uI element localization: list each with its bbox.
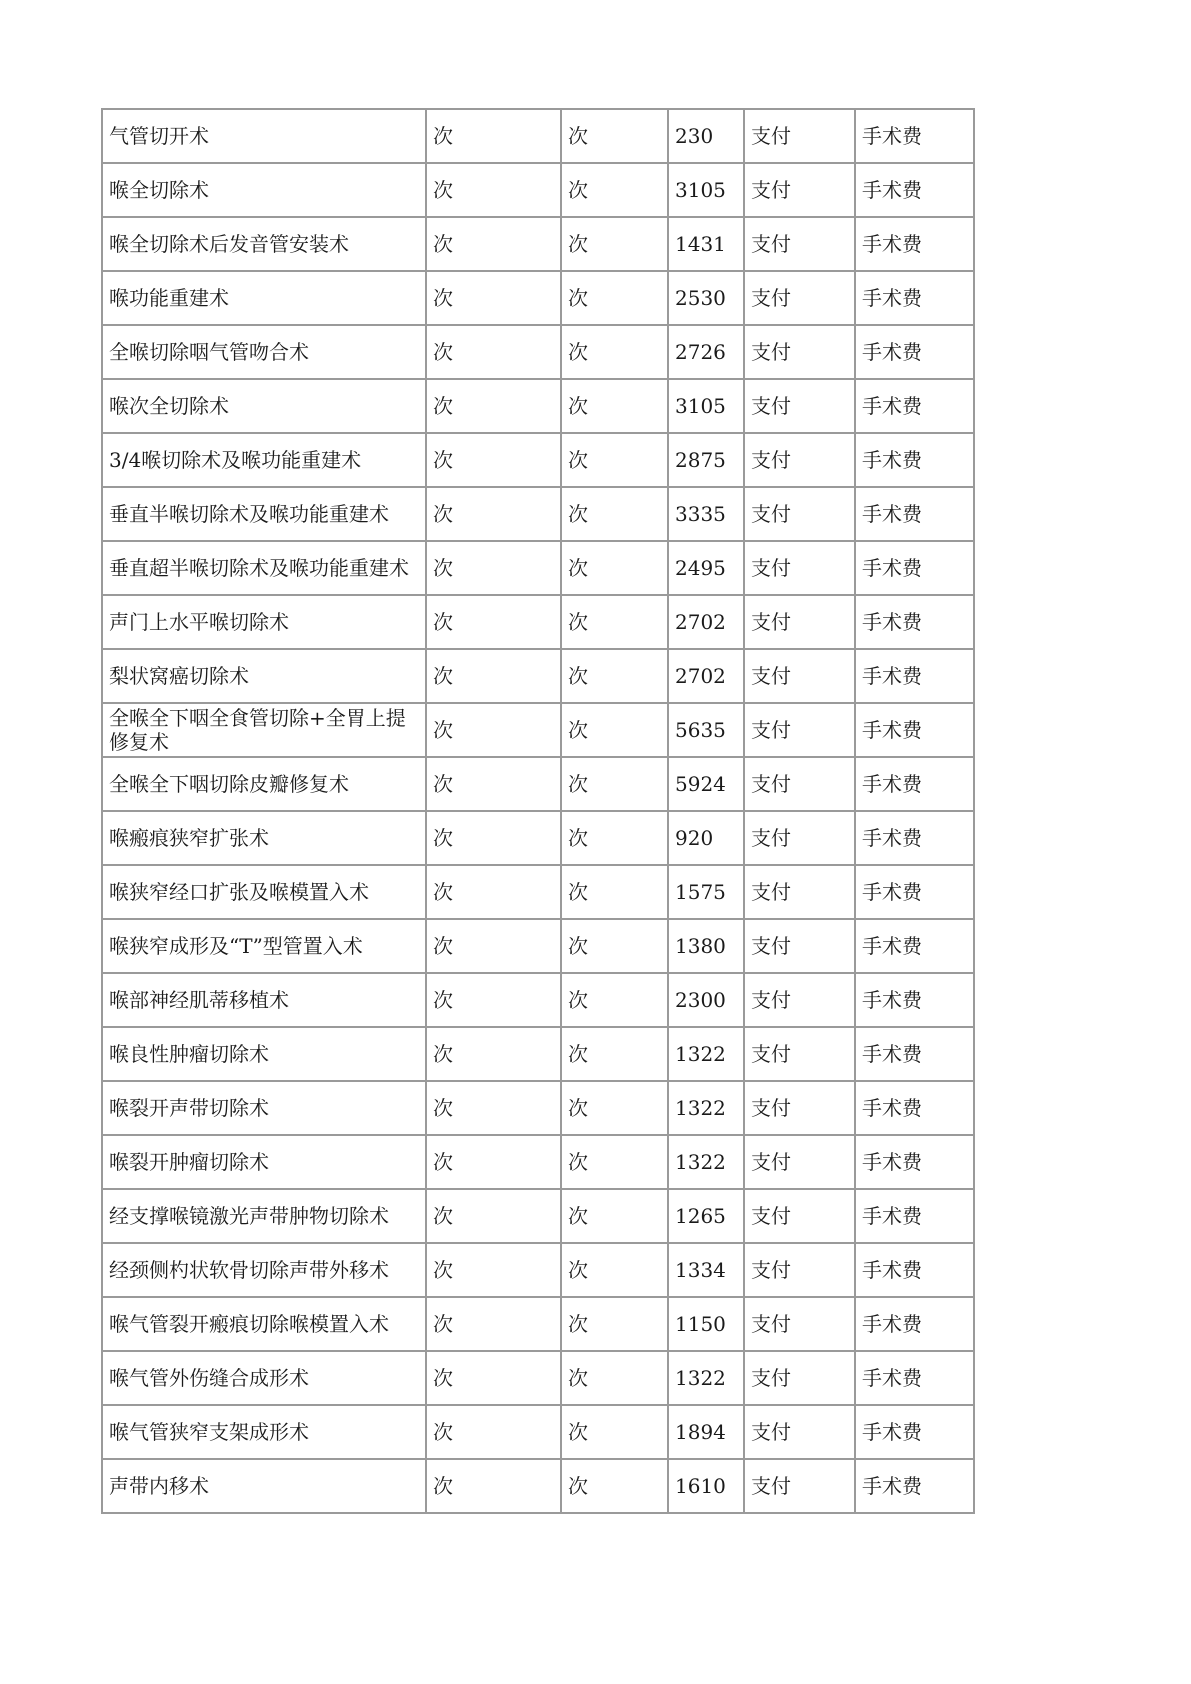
procedure-name-cell: 垂直超半喉切除术及喉功能重建术 [102,541,426,595]
price-cell: 1322 [668,1027,744,1081]
billing-unit-cell: 次 [561,541,668,595]
fee-category-cell: 手术费 [855,271,974,325]
table-row [102,163,974,217]
procedure-name-cell: 经支撑喉镜激光声带肿物切除术 [102,1189,426,1243]
table-row [102,433,974,487]
price-cell: 230 [668,109,744,163]
procedure-name-cell: 喉气管狭窄支架成形术 [102,1405,426,1459]
payment-type-cell: 支付 [744,973,855,1027]
payment-type-cell: 支付 [744,1135,855,1189]
fee-category-cell: 手术费 [855,865,974,919]
billing-unit-cell: 次 [561,919,668,973]
unit-cell: 次 [426,487,561,541]
fee-category-cell: 手术费 [855,379,974,433]
unit-cell: 次 [426,1405,561,1459]
billing-unit-cell: 次 [561,1027,668,1081]
price-cell: 1322 [668,1351,744,1405]
billing-unit-cell: 次 [561,703,668,757]
fee-category-cell: 手术费 [855,649,974,703]
fee-category-cell: 手术费 [855,1081,974,1135]
procedure-name-cell: 气管切开术 [102,109,426,163]
unit-cell: 次 [426,649,561,703]
table-row [102,1297,974,1351]
payment-type-cell: 支付 [744,1189,855,1243]
table-row [102,703,974,757]
table-row [102,757,974,811]
procedure-name-cell: 喉瘢痕狭窄扩张术 [102,811,426,865]
billing-unit-cell: 次 [561,325,668,379]
procedure-name-cell: 喉次全切除术 [102,379,426,433]
fee-category-cell: 手术费 [855,433,974,487]
payment-type-cell: 支付 [744,217,855,271]
price-cell: 2702 [668,595,744,649]
fee-category-cell: 手术费 [855,1189,974,1243]
procedure-name-cell: 喉气管裂开瘢痕切除喉模置入术 [102,1297,426,1351]
procedure-name-cell: 声带内移术 [102,1459,426,1513]
unit-cell: 次 [426,271,561,325]
procedure-name-cell: 喉气管外伤缝合成形术 [102,1351,426,1405]
table-row [102,487,974,541]
billing-unit-cell: 次 [561,1081,668,1135]
fee-category-cell: 手术费 [855,919,974,973]
unit-cell: 次 [426,217,561,271]
unit-cell: 次 [426,541,561,595]
payment-type-cell: 支付 [744,919,855,973]
table-row [102,325,974,379]
payment-type-cell: 支付 [744,379,855,433]
billing-unit-cell: 次 [561,1351,668,1405]
payment-type-cell: 支付 [744,649,855,703]
table-row [102,1189,974,1243]
billing-unit-cell: 次 [561,217,668,271]
unit-cell: 次 [426,433,561,487]
procedure-name-cell: 喉狭窄经口扩张及喉模置入术 [102,865,426,919]
table-row [102,217,974,271]
fee-category-cell: 手术费 [855,1351,974,1405]
price-cell: 3105 [668,379,744,433]
payment-type-cell: 支付 [744,163,855,217]
unit-cell: 次 [426,703,561,757]
billing-unit-cell: 次 [561,757,668,811]
fee-category-cell: 手术费 [855,757,974,811]
procedure-name-cell: 3/4喉切除术及喉功能重建术 [102,433,426,487]
table-body [102,109,974,1513]
billing-unit-cell: 次 [561,1459,668,1513]
payment-type-cell: 支付 [744,325,855,379]
procedure-name-cell: 垂直半喉切除术及喉功能重建术 [102,487,426,541]
table-row [102,1351,974,1405]
fee-category-cell: 手术费 [855,1297,974,1351]
price-cell: 1380 [668,919,744,973]
unit-cell: 次 [426,1027,561,1081]
fee-category-cell: 手术费 [855,541,974,595]
billing-unit-cell: 次 [561,433,668,487]
price-cell: 1150 [668,1297,744,1351]
table-row [102,271,974,325]
table-row [102,649,974,703]
procedure-name-cell: 声门上水平喉切除术 [102,595,426,649]
fee-category-cell: 手术费 [855,703,974,757]
unit-cell: 次 [426,325,561,379]
fee-category-cell: 手术费 [855,163,974,217]
procedure-name-cell: 全喉全下咽全食管切除+全胃上提修复术 [102,703,426,757]
unit-cell: 次 [426,865,561,919]
table-row [102,109,974,163]
fee-category-cell: 手术费 [855,1027,974,1081]
fee-category-cell: 手术费 [855,1135,974,1189]
payment-type-cell: 支付 [744,865,855,919]
fee-category-cell: 手术费 [855,595,974,649]
fee-category-cell: 手术费 [855,811,974,865]
payment-type-cell: 支付 [744,1081,855,1135]
table-row [102,1243,974,1297]
price-cell: 920 [668,811,744,865]
table-row [102,1081,974,1135]
unit-cell: 次 [426,973,561,1027]
procedure-name-cell: 喉部神经肌蒂移植术 [102,973,426,1027]
procedure-name-cell: 喉功能重建术 [102,271,426,325]
price-cell: 2300 [668,973,744,1027]
price-cell: 3105 [668,163,744,217]
unit-cell: 次 [426,595,561,649]
billing-unit-cell: 次 [561,973,668,1027]
payment-type-cell: 支付 [744,1459,855,1513]
price-cell: 2726 [668,325,744,379]
unit-cell: 次 [426,1459,561,1513]
fee-category-cell: 手术费 [855,1405,974,1459]
price-cell: 2875 [668,433,744,487]
table-row [102,865,974,919]
price-cell: 1610 [668,1459,744,1513]
fee-category-cell: 手术费 [855,109,974,163]
unit-cell: 次 [426,1297,561,1351]
price-cell: 2702 [668,649,744,703]
payment-type-cell: 支付 [744,1405,855,1459]
payment-type-cell: 支付 [744,1243,855,1297]
billing-unit-cell: 次 [561,1297,668,1351]
price-cell: 5924 [668,757,744,811]
price-cell: 1894 [668,1405,744,1459]
table-row [102,1405,974,1459]
unit-cell: 次 [426,1081,561,1135]
billing-unit-cell: 次 [561,109,668,163]
billing-unit-cell: 次 [561,1135,668,1189]
procedure-name-cell: 全喉切除咽气管吻合术 [102,325,426,379]
payment-type-cell: 支付 [744,1297,855,1351]
payment-type-cell: 支付 [744,433,855,487]
payment-type-cell: 支付 [744,703,855,757]
price-cell: 1431 [668,217,744,271]
fee-category-cell: 手术费 [855,217,974,271]
payment-type-cell: 支付 [744,109,855,163]
table-row [102,541,974,595]
payment-type-cell: 支付 [744,595,855,649]
unit-cell: 次 [426,1243,561,1297]
price-cell: 1334 [668,1243,744,1297]
table-row [102,1027,974,1081]
price-cell: 2530 [668,271,744,325]
payment-type-cell: 支付 [744,1027,855,1081]
billing-unit-cell: 次 [561,595,668,649]
fee-category-cell: 手术费 [855,325,974,379]
table-row [102,379,974,433]
billing-unit-cell: 次 [561,379,668,433]
table-row [102,811,974,865]
procedure-name-cell: 喉全切除术后发音管安装术 [102,217,426,271]
procedure-name-cell: 梨状窝癌切除术 [102,649,426,703]
procedure-name-cell: 喉狭窄成形及“T”型管置入术 [102,919,426,973]
price-cell: 1575 [668,865,744,919]
billing-unit-cell: 次 [561,865,668,919]
billing-unit-cell: 次 [561,487,668,541]
unit-cell: 次 [426,1351,561,1405]
payment-type-cell: 支付 [744,757,855,811]
price-cell: 1322 [668,1081,744,1135]
payment-type-cell: 支付 [744,1351,855,1405]
billing-unit-cell: 次 [561,811,668,865]
procedure-name-cell: 喉裂开声带切除术 [102,1081,426,1135]
unit-cell: 次 [426,811,561,865]
procedure-name-cell: 喉裂开肿瘤切除术 [102,1135,426,1189]
payment-type-cell: 支付 [744,271,855,325]
billing-unit-cell: 次 [561,271,668,325]
payment-type-cell: 支付 [744,811,855,865]
unit-cell: 次 [426,379,561,433]
table-row [102,595,974,649]
price-cell: 3335 [668,487,744,541]
billing-unit-cell: 次 [561,649,668,703]
fee-category-cell: 手术费 [855,1243,974,1297]
price-cell: 1322 [668,1135,744,1189]
unit-cell: 次 [426,1135,561,1189]
procedure-name-cell: 全喉全下咽切除皮瓣修复术 [102,757,426,811]
price-cell: 1265 [668,1189,744,1243]
price-cell: 5635 [668,703,744,757]
payment-type-cell: 支付 [744,487,855,541]
procedure-name-cell: 喉良性肿瘤切除术 [102,1027,426,1081]
procedure-name-cell: 喉全切除术 [102,163,426,217]
billing-unit-cell: 次 [561,163,668,217]
price-cell: 2495 [668,541,744,595]
fee-category-cell: 手术费 [855,973,974,1027]
surgery-fee-table [101,108,975,1514]
procedure-name-cell: 经颈侧杓状软骨切除声带外移术 [102,1243,426,1297]
unit-cell: 次 [426,757,561,811]
fee-category-cell: 手术费 [855,1459,974,1513]
unit-cell: 次 [426,919,561,973]
table-row [102,919,974,973]
table-row [102,1459,974,1513]
unit-cell: 次 [426,109,561,163]
table-row [102,973,974,1027]
unit-cell: 次 [426,1189,561,1243]
payment-type-cell: 支付 [744,541,855,595]
billing-unit-cell: 次 [561,1243,668,1297]
unit-cell: 次 [426,163,561,217]
billing-unit-cell: 次 [561,1405,668,1459]
table-row [102,1135,974,1189]
billing-unit-cell: 次 [561,1189,668,1243]
fee-category-cell: 手术费 [855,487,974,541]
